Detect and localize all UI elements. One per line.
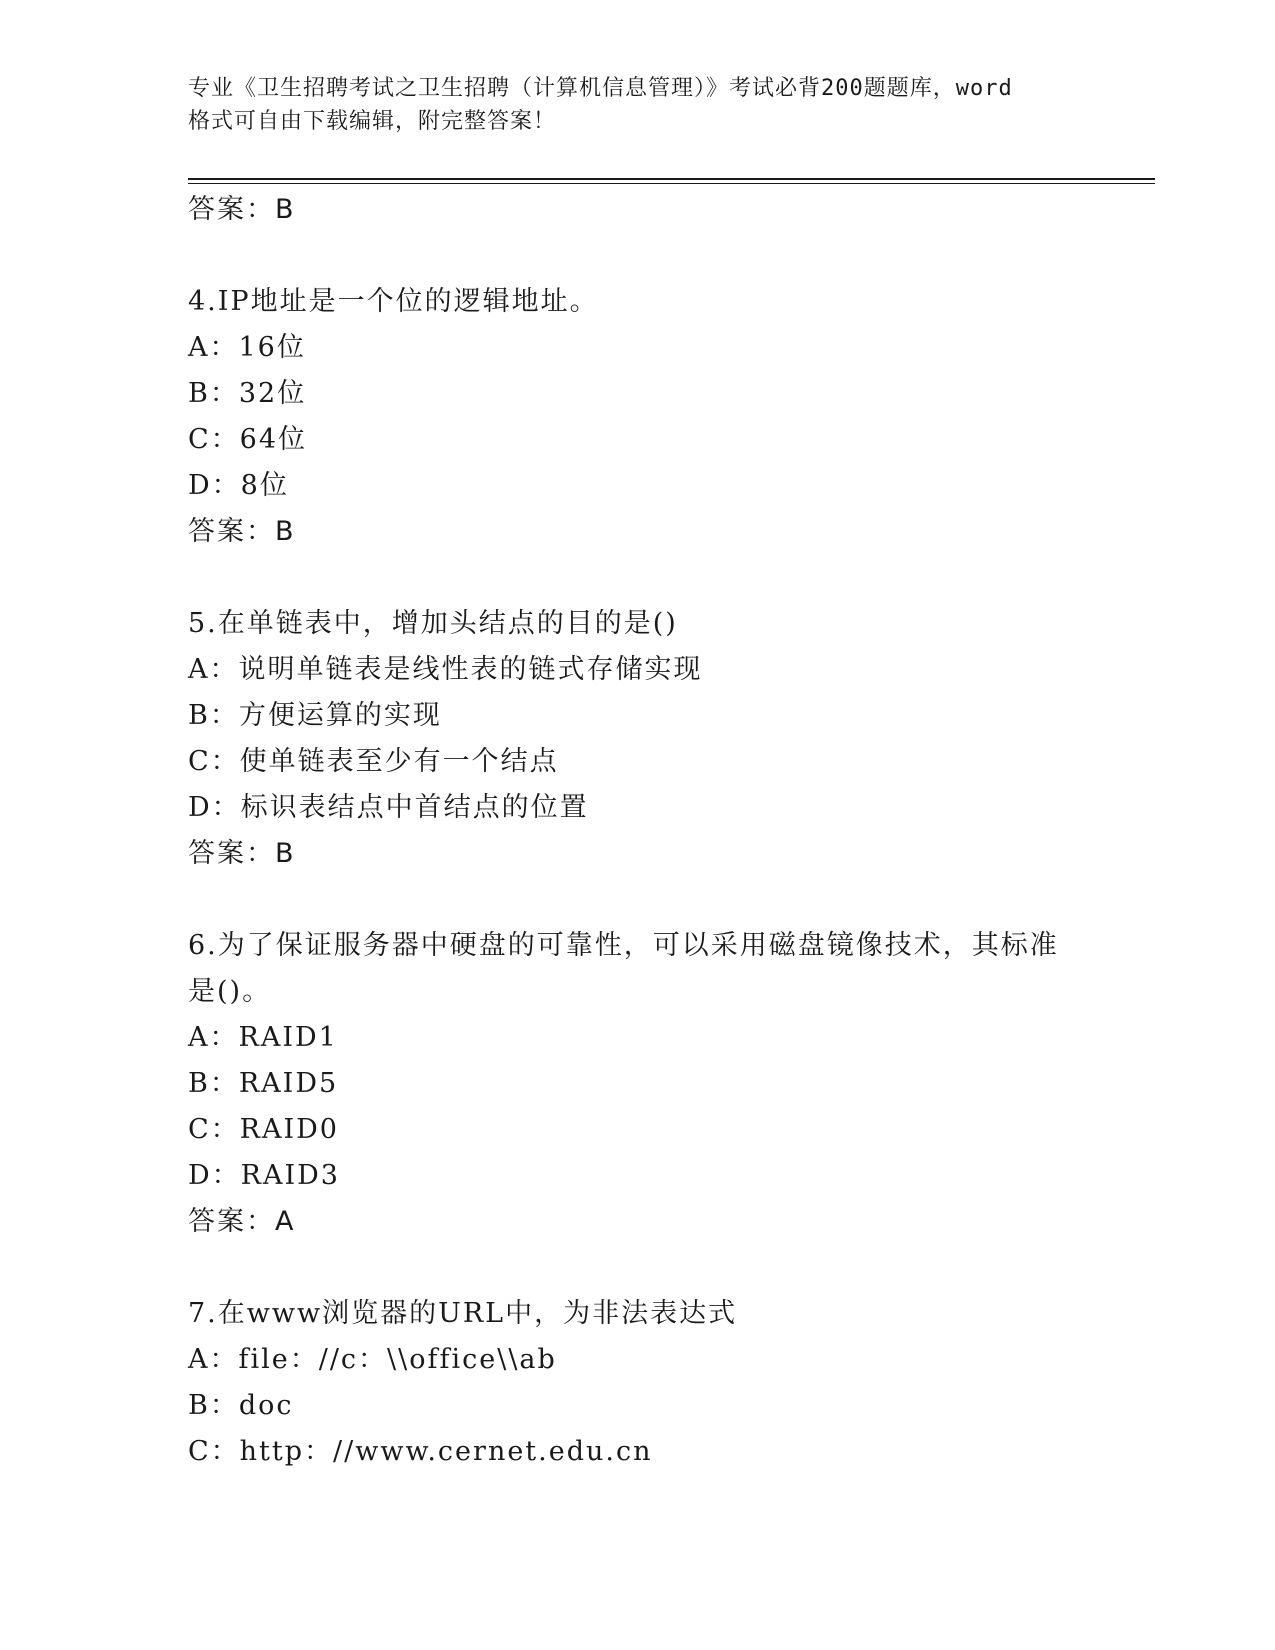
document-header	[188, 72, 1088, 138]
question-5-option-b: B：方便运算的实现	[188, 700, 442, 731]
question-5-option-d: D：标识表结点中首结点的位置	[188, 792, 589, 823]
block-spacer	[188, 1245, 1155, 1291]
question-6-text-line-1: 6.为了保证服务器中硬盘的可靠性，可以采用磁盘镜像技术，其标准	[188, 930, 1059, 961]
question-4-option-c: C：64位	[188, 424, 308, 455]
question-list	[188, 187, 1155, 1475]
question-6-option-a: A：RAID1	[188, 1022, 338, 1053]
question-6-option-d: D：RAID3	[188, 1160, 340, 1191]
question-5-option-a: A：说明单链表是线性表的链式存储实现	[188, 654, 703, 685]
question-6-text-line-2: 是()。	[188, 976, 272, 1007]
question-6-option-c: C：RAID0	[188, 1114, 339, 1145]
question-6-answer: 答案：A	[188, 1206, 296, 1237]
header-divider-thick	[188, 178, 1155, 180]
block-spacer	[188, 877, 1155, 923]
header-line-2: 格式可自由下载编辑，附完整答案！	[188, 109, 557, 134]
question-7-option-a: A：file：//c：\\office\\ab	[188, 1344, 557, 1375]
question-7-option-c: C：http：//www.cernet.edu.cn	[188, 1436, 653, 1467]
question-4-option-a: A：16位	[188, 332, 306, 363]
block-spacer	[188, 555, 1155, 601]
question-4-option-b: B：32位	[188, 378, 307, 409]
question-5-text: 5.在单链表中，增加头结点的目的是()	[188, 608, 678, 639]
question-7-text: 7.在www浏览器的URL中，为非法表达式	[188, 1298, 738, 1329]
question-6-option-b: B：RAID5	[188, 1068, 339, 1099]
question-4-option-d: D：8位	[188, 470, 289, 501]
question-7-option-b: B：doc	[188, 1390, 294, 1421]
answer-line: 答案：B	[188, 194, 296, 225]
question-5-answer: 答案：B	[188, 838, 296, 869]
block-spacer	[188, 233, 1155, 279]
question-5-option-c: C：使单链表至少有一个结点	[188, 746, 559, 777]
header-divider-thin	[188, 183, 1155, 184]
question-4-text: 4.IP地址是一个位的逻辑地址。	[188, 286, 599, 317]
header-line-1: 专业《卫生招聘考试之卫生招聘（计算机信息管理）》考试必背200题题库，word	[188, 76, 1013, 101]
question-4-answer: 答案：B	[188, 516, 296, 547]
